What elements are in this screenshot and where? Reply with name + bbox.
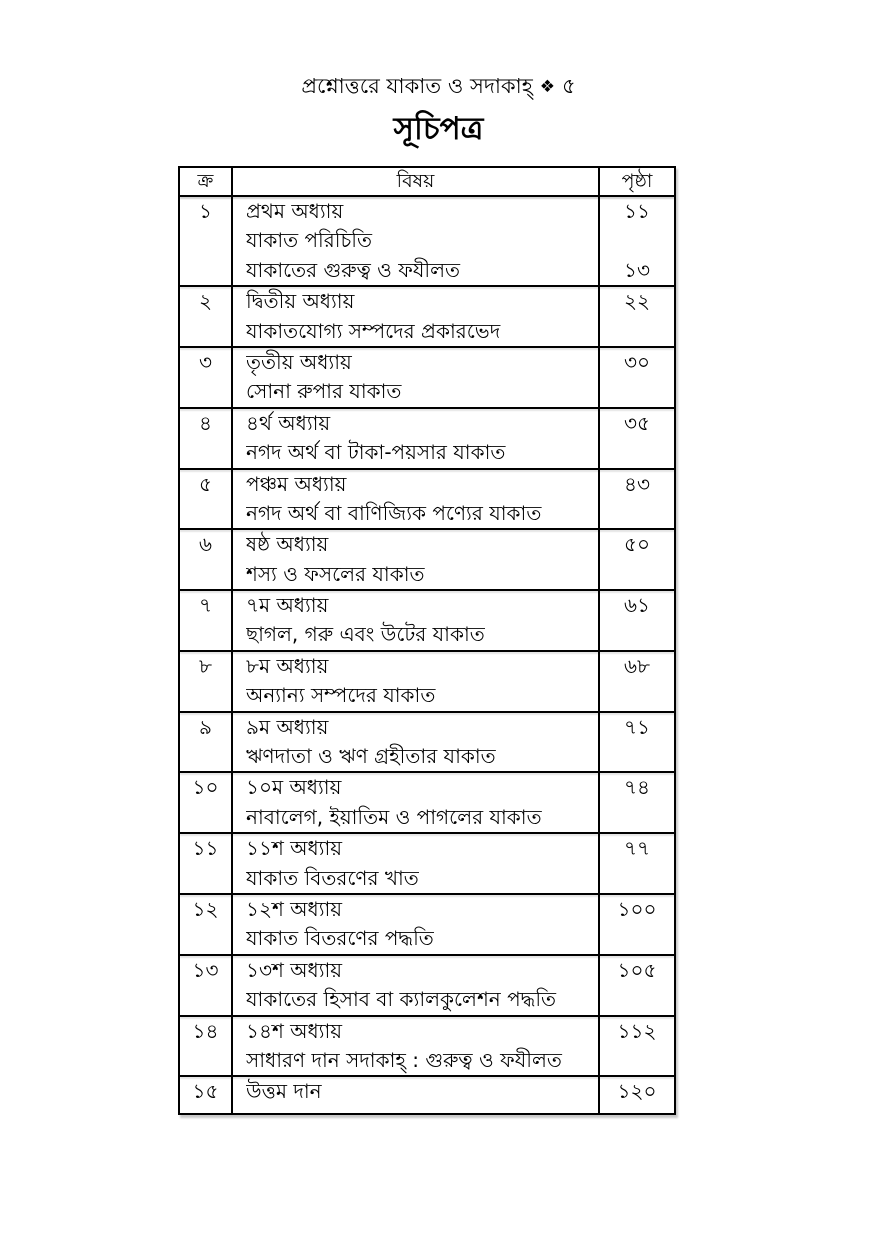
page-number <box>600 985 674 1014</box>
page-title: সূচিপত্র <box>393 111 484 147</box>
table-row <box>180 834 674 895</box>
page-number <box>600 377 674 406</box>
page-number <box>600 317 674 346</box>
subject-line: ১৪শ অধ্যায় <box>246 1018 343 1043</box>
subject-line: অন্যান্য সম্পদের যাকাত <box>246 683 436 708</box>
row-serial-cell <box>180 409 233 468</box>
row-serial: ১০ <box>192 775 219 800</box>
page-number: ১০০ <box>617 896 657 921</box>
page-number <box>600 1046 674 1075</box>
page-number: ৭৭ <box>623 836 650 861</box>
page-number <box>600 620 674 649</box>
row-subject-cell <box>233 470 600 529</box>
row-serial: ৩ <box>198 349 212 374</box>
row-subject-cell <box>233 591 600 650</box>
subject-line: ১১শ অধ্যায় <box>246 836 343 861</box>
row-subject-cell <box>233 287 600 346</box>
diamond-ornament-icon: ❖ <box>539 77 556 97</box>
subject-line: যাকাতের হিসাব বা ক্যালকুলেশন পদ্ধতি <box>246 987 557 1012</box>
subject-line: সাধারণ দান সদাকাহ্ : গুরুত্ব ও ফযীলত <box>246 1047 562 1072</box>
row-serial-cell <box>180 1077 233 1112</box>
subject-line: ৯ম অধ্যায় <box>246 714 329 739</box>
row-pages-cell <box>600 1077 674 1112</box>
table-row <box>180 530 674 591</box>
table-row <box>180 591 674 652</box>
row-serial-cell <box>180 713 233 772</box>
row-serial-cell <box>180 287 233 346</box>
row-pages-cell <box>600 713 674 772</box>
toc-table <box>178 166 676 1115</box>
row-pages-cell <box>600 197 674 285</box>
subject-line: পঞ্চম অধ্যায় <box>246 471 347 496</box>
table-row <box>180 287 674 348</box>
row-serial: ১১ <box>192 836 219 861</box>
subject-line: যাকাত বিতরণের পদ্ধতি <box>246 926 434 951</box>
subject-line: ৮ম অধ্যায় <box>246 653 329 678</box>
subject-line: যাকাত পরিচিতি <box>246 228 373 253</box>
row-serial: ১৫ <box>192 1079 219 1104</box>
table-row <box>180 1077 674 1112</box>
subject-line: ১২শ অধ্যায় <box>246 896 343 921</box>
table-row <box>180 197 674 287</box>
table-row <box>180 1017 674 1078</box>
row-pages-cell <box>600 591 674 650</box>
table-row <box>180 470 674 531</box>
row-subject-cell <box>233 1017 600 1076</box>
subject-line: ৪র্থ অধ্যায় <box>246 410 331 435</box>
row-subject-cell <box>233 348 600 407</box>
table-row <box>180 409 674 470</box>
row-serial: ২ <box>198 289 212 314</box>
table-row <box>180 713 674 774</box>
row-pages-cell <box>600 895 674 954</box>
row-serial: ১ <box>199 199 212 223</box>
row-pages-cell <box>600 834 674 893</box>
row-pages-cell <box>600 409 674 468</box>
row-serial: ৯ <box>199 714 212 739</box>
row-pages-cell <box>600 287 674 346</box>
subject-line: ১৩শ অধ্যায় <box>246 957 343 982</box>
column-header-page: পৃষ্ঠা <box>621 170 653 192</box>
row-subject-cell <box>233 409 600 468</box>
row-serial: ৮ <box>199 653 212 678</box>
subject-line: শস্য ও ফসলের যাকাত <box>246 561 425 586</box>
subject-line: ৭ম অধ্যায় <box>246 593 329 618</box>
subject-line: নগদ অর্থ বা বাণিজ্যিক পণ্যের যাকাত <box>246 500 542 525</box>
row-pages-cell <box>600 1017 674 1076</box>
row-serial: ৫ <box>199 471 212 496</box>
page-number: ১১২ <box>617 1018 657 1043</box>
page-number: ১৩ <box>624 257 650 282</box>
subject-line: ১০ম অধ্যায় <box>246 775 342 800</box>
subject-line: যাকাতযোগ্য সম্পদের প্রকারভেদ <box>246 318 501 343</box>
subject-line: নগদ অর্থ বা টাকা-পয়সার যাকাত <box>246 440 506 465</box>
table-row <box>180 773 674 834</box>
row-pages-cell <box>600 530 674 589</box>
subject-line: ষষ্ঠ অধ্যায় <box>246 532 329 557</box>
row-serial-cell <box>180 895 233 954</box>
row-subject-cell <box>233 197 600 285</box>
subject-line: ছাগল, গরু এবং উটের যাকাত <box>246 622 485 647</box>
page-number: ৩০ <box>623 349 650 374</box>
row-serial-cell <box>180 834 233 893</box>
page-number <box>600 681 674 710</box>
row-serial: ১২ <box>192 896 219 921</box>
page-number: ১১ <box>624 199 650 223</box>
page-number <box>600 438 674 467</box>
row-pages-cell <box>600 773 674 832</box>
subject-line: সোনা রুপার যাকাত <box>246 379 402 404</box>
row-serial-cell <box>180 530 233 589</box>
subject-line: প্রথম অধ্যায় <box>246 199 344 223</box>
row-serial-cell <box>180 956 233 1015</box>
row-subject-cell <box>233 773 600 832</box>
page-number <box>600 864 674 893</box>
subject-line: তৃতীয় অধ্যায় <box>246 349 352 374</box>
page-number <box>600 803 674 832</box>
table-row <box>180 956 674 1017</box>
page-number: ৪৩ <box>624 471 650 496</box>
running-head-page-number: ৫ <box>562 74 576 98</box>
column-header-subject: বিষয় <box>233 168 600 195</box>
row-serial-cell <box>180 470 233 529</box>
row-pages-cell <box>600 652 674 711</box>
row-pages-cell <box>600 956 674 1015</box>
row-serial-cell <box>180 348 233 407</box>
page-number: ৭১ <box>624 714 650 739</box>
row-serial-cell <box>180 197 233 285</box>
subject-line: যাকাত বিতরণের খাত <box>246 865 419 890</box>
row-pages-cell <box>600 348 674 407</box>
row-serial: ৬ <box>198 532 212 557</box>
toc-rows <box>180 197 674 1113</box>
subject-line: উত্তম দান <box>246 1079 322 1104</box>
page-number: ৩৫ <box>624 410 650 435</box>
running-head <box>0 72 877 102</box>
row-subject-cell <box>233 834 600 893</box>
row-serial: ৪ <box>199 410 212 435</box>
page-number: ১০৫ <box>617 957 657 982</box>
page-number: ৬৮ <box>624 653 650 678</box>
row-serial: ৭ <box>198 593 212 618</box>
table-row <box>180 652 674 713</box>
row-subject-cell <box>233 895 600 954</box>
row-serial: ১৩ <box>192 957 219 982</box>
row-subject-cell <box>233 1077 600 1112</box>
running-head-title: প্রশ্নোত্তরে যাকাত ও সদাকাহ্ <box>301 74 533 98</box>
row-serial-cell <box>180 773 233 832</box>
subject-line: যাকাতের গুরুত্ব ও ফযীলত <box>246 257 461 282</box>
subject-line: দ্বিতীয় অধ্যায় <box>246 289 355 314</box>
page-number <box>600 924 674 953</box>
page-number: ১২০ <box>617 1079 657 1104</box>
page-number <box>600 499 674 528</box>
page-number: ৭৪ <box>624 775 650 800</box>
row-subject-cell <box>233 956 600 1015</box>
page-number <box>600 226 674 255</box>
row-serial-cell <box>180 1017 233 1076</box>
table-row <box>180 895 674 956</box>
page-number <box>600 560 674 589</box>
table-header-row <box>180 168 674 197</box>
row-serial-cell <box>180 652 233 711</box>
column-header-serial: ক্র <box>180 168 233 195</box>
page-number: ৬১ <box>624 593 650 618</box>
row-subject-cell <box>233 530 600 589</box>
table-row <box>180 348 674 409</box>
subject-line: ঋণদাতা ও ঋণ গ্রহীতার যাকাত <box>246 744 496 769</box>
row-subject-cell <box>233 713 600 772</box>
row-serial: ১৪ <box>192 1018 219 1043</box>
page-number: ২২ <box>623 289 650 314</box>
row-subject-cell <box>233 652 600 711</box>
subject-line: নাবালেগ, ইয়াতিম ও পাগলের যাকাত <box>246 804 542 829</box>
row-pages-cell <box>600 470 674 529</box>
row-serial-cell <box>180 591 233 650</box>
page-number <box>600 742 674 771</box>
page-number: ৫০ <box>624 532 650 557</box>
